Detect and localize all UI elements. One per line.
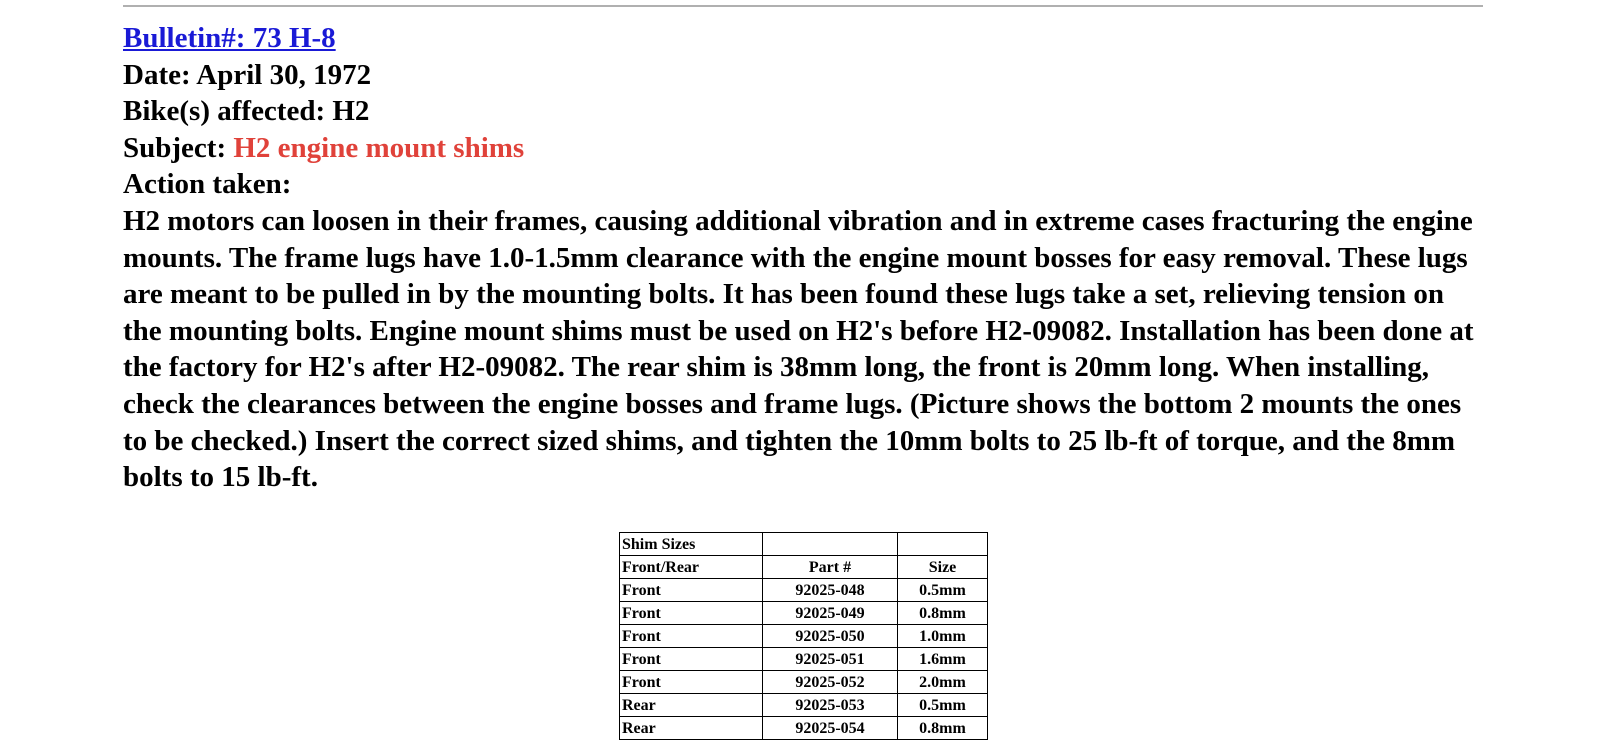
cell-size: 1.6mm	[898, 648, 988, 671]
table-row	[620, 579, 988, 602]
cell-part-number: 92025-051	[763, 648, 898, 671]
cell-part-number: 92025-048	[763, 579, 898, 602]
action-label: Action taken:	[123, 168, 292, 201]
header-part-number: Part #	[763, 556, 898, 579]
shim-sizes-table	[619, 532, 988, 740]
header-front-rear: Front/Rear	[620, 556, 763, 579]
horizontal-rule	[123, 5, 1483, 7]
shim-sizes-table-wrap	[619, 532, 988, 740]
cell-part-number: 92025-049	[763, 602, 898, 625]
cell-position: Front	[620, 625, 763, 648]
table-row	[620, 625, 988, 648]
table-title: Shim Sizes	[620, 533, 763, 556]
cell-position: Rear	[620, 694, 763, 717]
cell-size: 2.0mm	[898, 671, 988, 694]
table-row	[620, 694, 988, 717]
cell-size: 0.8mm	[898, 717, 988, 740]
table-header-row	[620, 556, 988, 579]
table-title-row	[620, 533, 988, 556]
cell-size: 1.0mm	[898, 625, 988, 648]
cell-position: Front	[620, 602, 763, 625]
bulletin-body: H2 motors can loosen in their frames, causing additional vibration and in extreme cases fracturing the engine mounts. The frame lugs have 1.0-1.5mm clearance with the engine mount bosses for easy removal. These lugs are meant to be pulled in by the mounting bolts. It has been found these lugs take a set, relieving tension on the mounting bolts. Engine mount shims must be used on H2's before H2-09082. Installation has been done at the factory for H2's after H2-09082. The rear shim is 38mm long, the front is 20mm long. When installing, check the clearances between the engine bosses and frame lugs. (Picture shows the bottom 2 mounts the ones to be checked.) Insert the correct sized shims, and tighten the 10mm bolts to 25 lb-ft of torque, and the 8mm bolts to 15 lb-ft.	[123, 204, 1474, 494]
table-row	[620, 648, 988, 671]
cell-position: Front	[620, 671, 763, 694]
bulletin-link[interactable]: Bulletin#: 73 H-8	[123, 22, 336, 54]
cell-position: Rear	[620, 717, 763, 740]
bulletin-document	[123, 20, 1483, 496]
cell-part-number: 92025-054	[763, 717, 898, 740]
bulletin-date: Date: April 30, 1972	[123, 58, 372, 91]
cell-part-number: 92025-052	[763, 671, 898, 694]
table-row	[620, 717, 988, 740]
table-cell-empty	[898, 533, 988, 556]
subject-line	[123, 130, 1483, 167]
subject-value: H2 engine mount shims	[233, 131, 525, 164]
cell-size: 0.5mm	[898, 694, 988, 717]
header-size: Size	[898, 556, 988, 579]
subject-label: Subject:	[123, 131, 234, 164]
table-row	[620, 602, 988, 625]
cell-position: Front	[620, 648, 763, 671]
table-row	[620, 671, 988, 694]
cell-part-number: 92025-050	[763, 625, 898, 648]
bulletin-number-line	[123, 20, 1483, 57]
cell-size: 0.8mm	[898, 602, 988, 625]
cell-position: Front	[620, 579, 763, 602]
cell-size: 0.5mm	[898, 579, 988, 602]
table-cell-empty	[763, 533, 898, 556]
cell-part-number: 92025-053	[763, 694, 898, 717]
bikes-affected: Bike(s) affected: H2	[123, 95, 370, 128]
